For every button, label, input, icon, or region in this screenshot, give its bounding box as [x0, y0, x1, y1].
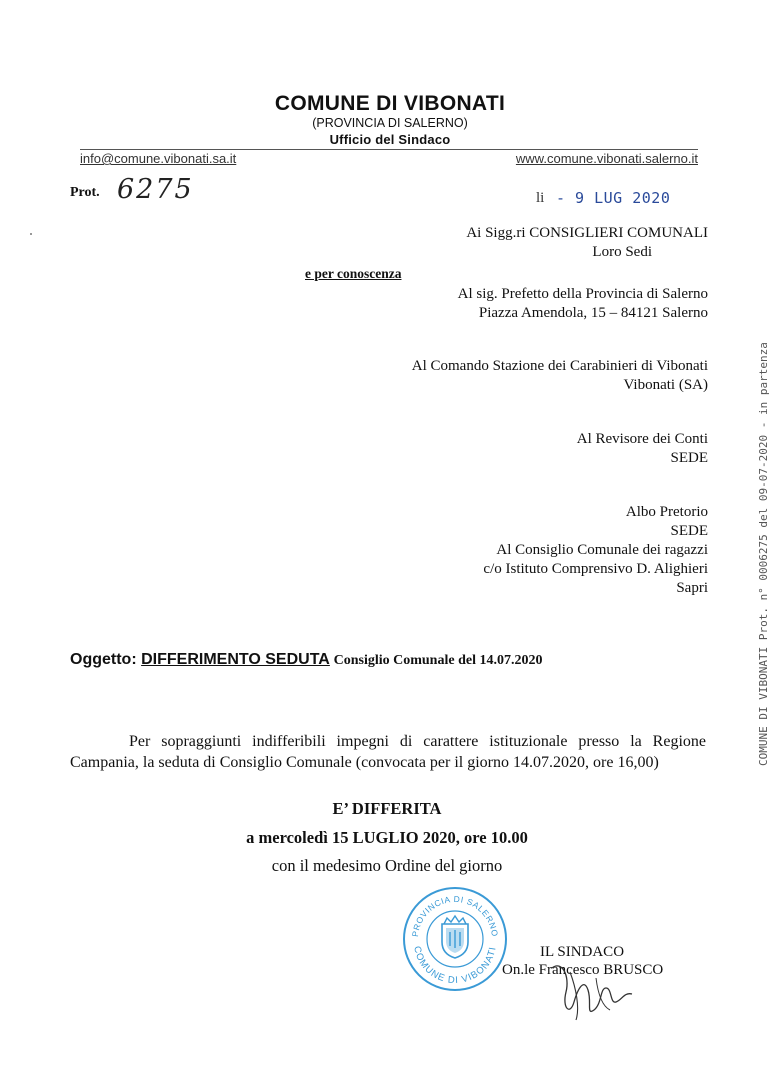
postponed-heading: E’ DIFFERITA — [332, 799, 442, 818]
recipient-prefetto-address: Piazza Amendola, 15 – 84121 Salerno — [478, 305, 708, 321]
recipient-carabinieri-place: Vibonati (SA) — [623, 377, 708, 393]
subject-colon: : — [131, 651, 142, 668]
seal-bottom-text: COMUNE DI VIBONATI — [411, 945, 499, 987]
office-name: Ufficio del Sindaco — [329, 132, 451, 147]
new-date: a mercoledì 15 LUGLIO 2020, ore 10.00 — [246, 828, 528, 847]
header-divider — [80, 149, 698, 150]
municipal-seal — [400, 884, 510, 994]
cc-label: e per conoscenza — [305, 266, 402, 281]
recipient-councillors: Ai Sigg.ri CONSIGLIERI COMUNALI — [466, 225, 708, 241]
recipient-carabinieri: Al Comando Stazione dei Carabinieri di Vibonati — [411, 358, 708, 374]
registration-stamp-text: COMUNE DI VIBONATI Prot. n° 0006275 del 09-07-2020 - in partenza — [757, 342, 770, 766]
signature-role: IL SINDACO — [540, 944, 625, 960]
recipient-albo-seat: SEDE — [670, 523, 708, 539]
protocol-label: Prot. — [70, 185, 100, 200]
recipient-revisore: Al Revisore dei Conti — [576, 431, 708, 447]
email-link[interactable]: info@comune.vibonati.sa.it — [80, 151, 237, 166]
date-stamp: - 9 LUG 2020 — [556, 189, 671, 207]
subject-line — [70, 651, 542, 669]
recipient-revisore-seat: SEDE — [670, 450, 708, 466]
seal-crest-icon — [442, 916, 468, 958]
website-link[interactable]: www.comune.vibonati.salerno.it — [515, 151, 698, 166]
municipality-title: COMUNE DI VIBONATI — [274, 92, 506, 115]
recipient-ragazzi-city: Sapri — [676, 580, 708, 596]
recipient-prefetto: Al sig. Prefetto della Provincia di Salerno — [457, 286, 708, 302]
recipient-ragazzi-school: c/o Istituto Comprensivo D. Alighieri — [483, 561, 708, 577]
registration-stamp-vertical — [741, 318, 770, 768]
recipient-ragazzi: Al Consiglio Comunale dei ragazzi — [496, 542, 708, 558]
agenda-note: con il medesimo Ordine del giorno — [271, 856, 503, 875]
recipient-councillors-seat: Loro Sedi — [592, 244, 652, 260]
date-prefix: li — [536, 190, 545, 206]
body-paragraph: Per sopraggiunti indifferibili impegni di carattere istituzionale presso la Regione Campania, la seduta di Consiglio Comunale (convocata per il giorno 14.07.2020, ore 16,00) — [70, 733, 706, 771]
handwritten-signature — [540, 958, 650, 1028]
subject-label: Oggetto — [70, 651, 132, 668]
seal-top-text: PROVINCIA DI SALERNO — [409, 893, 501, 938]
protocol-number-handwritten: 6275 — [117, 174, 194, 205]
recipient-albo: Albo Pretorio — [625, 504, 708, 520]
province-subtitle: (PROVINCIA DI SALERNO) — [312, 116, 468, 130]
signature-name: On.le Francesco BRUSCO — [502, 962, 664, 978]
subject-main: DIFFERIMENTO SEDUTA — [141, 651, 330, 668]
subject-rest: Consiglio Comunale del 14.07.2020 — [333, 653, 543, 668]
scan-speck — [30, 233, 32, 235]
